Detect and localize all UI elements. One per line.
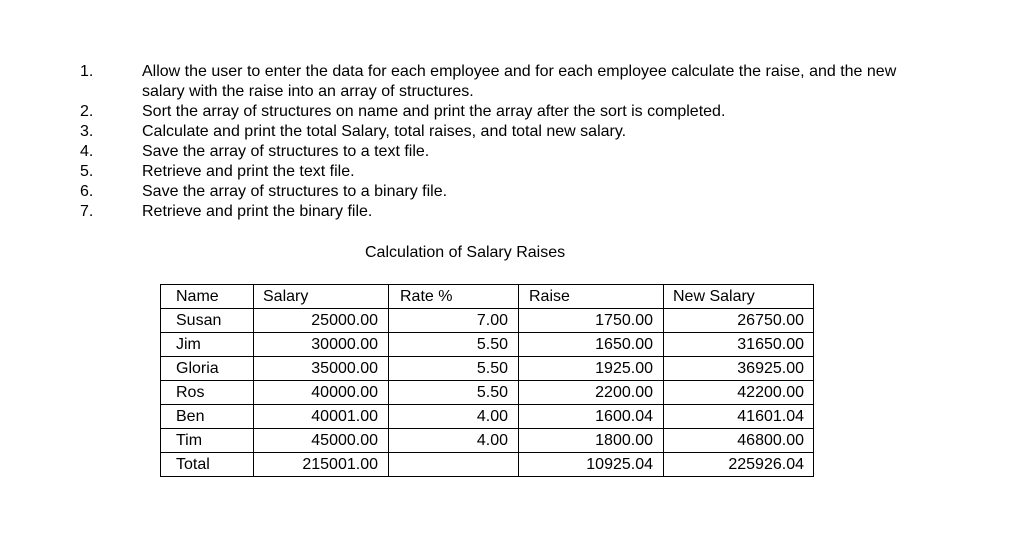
cell-rate: 5.50 [389,333,519,357]
cell-salary: 40001.00 [254,405,389,429]
item-text: Allow the user to enter the data for each employee and for each employee calculate the raise, and the new salary with the raise into an array of structures. [142,63,897,100]
cell-total-new-salary: 225926.04 [664,453,814,477]
cell-new-salary: 42200.00 [664,381,814,405]
cell-total-label: Total [161,453,254,477]
cell-new-salary: 31650.00 [664,333,814,357]
column-header-new-salary: New Salary [664,285,814,309]
table-row [161,309,814,333]
item-text: Retrieve and print the text file. [142,163,355,180]
table-row [161,381,814,405]
cell-new-salary: 46800.00 [664,429,814,453]
list-item [0,122,1024,142]
cell-salary: 25000.00 [254,309,389,333]
cell-name: Ben [161,405,254,429]
column-header-raise: Raise [519,285,664,309]
item-number: 4. [80,143,94,160]
cell-rate: 5.50 [389,381,519,405]
table-header-row [161,285,814,309]
cell-rate: 5.50 [389,357,519,381]
cell-name: Tim [161,429,254,453]
item-number: 3. [80,123,94,140]
instruction-list [0,62,1024,222]
list-item [0,182,1024,202]
cell-rate: 4.00 [389,405,519,429]
cell-name: Gloria [161,357,254,381]
item-number: 7. [80,203,94,220]
item-number: 2. [80,103,94,120]
cell-raise: 1600.04 [519,405,664,429]
cell-name: Ros [161,381,254,405]
cell-name: Susan [161,309,254,333]
column-header-salary: Salary [254,285,389,309]
cell-raise: 1650.00 [519,333,664,357]
cell-raise: 1800.00 [519,429,664,453]
cell-salary: 30000.00 [254,333,389,357]
item-text: Save the array of structures to a text file. [142,143,430,160]
item-number: 6. [80,183,94,200]
item-text: Sort the array of structures on name and print the array after the sort is completed. [142,103,726,120]
cell-rate: 4.00 [389,429,519,453]
column-header-rate: Rate % [389,285,519,309]
item-text: Save the array of structures to a binary file. [142,183,448,200]
list-item [0,162,1024,182]
table-caption: Calculation of Salary Raises [365,244,566,261]
item-number: 5. [80,163,94,180]
cell-total-rate [389,453,519,477]
item-text: Retrieve and print the binary file. [142,203,373,220]
cell-salary: 45000.00 [254,429,389,453]
salary-table [160,284,814,477]
item-text: Calculate and print the total Salary, total raises, and total new salary. [142,123,627,140]
column-header-name: Name [161,285,254,309]
cell-new-salary: 36925.00 [664,357,814,381]
cell-raise: 1925.00 [519,357,664,381]
cell-total-salary: 215001.00 [254,453,389,477]
cell-new-salary: 41601.04 [664,405,814,429]
table-row [161,333,814,357]
table-total-row [161,453,814,477]
table-row [161,357,814,381]
list-item [0,202,1024,222]
list-item [0,102,1024,122]
table-row [161,405,814,429]
table-row [161,429,814,453]
cell-raise: 1750.00 [519,309,664,333]
list-item [0,62,1024,102]
cell-salary: 40000.00 [254,381,389,405]
cell-total-raise: 10925.04 [519,453,664,477]
cell-new-salary: 26750.00 [664,309,814,333]
item-number: 1. [80,63,94,80]
cell-name: Jim [161,333,254,357]
cell-salary: 35000.00 [254,357,389,381]
list-item [0,142,1024,162]
cell-raise: 2200.00 [519,381,664,405]
cell-rate: 7.00 [389,309,519,333]
